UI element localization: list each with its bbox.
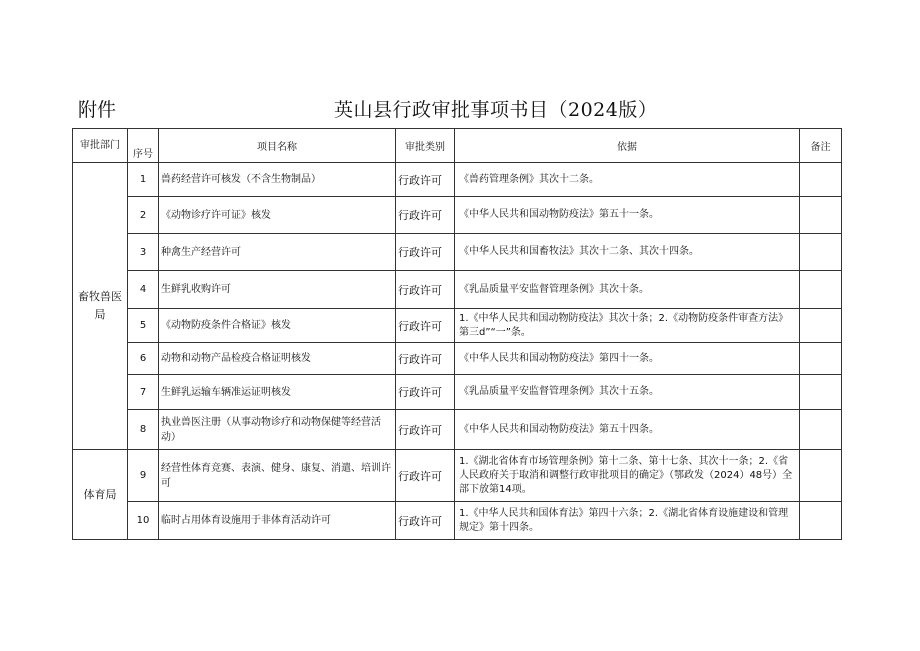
row-basis: 1.《湖北省体育市场管理条例》第十二条、第十七条、其次十一条；2.《省人民政府关于取消和调整行政审批项目的确定》（鄂政发（2024）48号）全部下放第14项。 — [455, 450, 800, 502]
row-no: 4 — [128, 271, 159, 309]
row-note — [800, 197, 842, 234]
row-basis: 1.《中华人民共和国体育法》第四十六条；2.《湖北省体育设施建设和管理规定》第十四条。 — [455, 502, 800, 540]
row-basis: 《兽药管理条例》其次十二条。 — [455, 163, 800, 197]
row-basis: 《乳品质量平安监督管理条例》其次十五条。 — [455, 375, 800, 410]
row-name: 兽药经营许可核发（不含生物制品） — [159, 163, 396, 197]
row-name: 执业兽医注册（从事动物诊疗和动物保健等经营活动） — [159, 410, 396, 450]
row-note — [800, 271, 842, 309]
row-type: 行政许可 — [396, 343, 455, 375]
row-no: 5 — [128, 309, 159, 343]
row-no: 9 — [128, 450, 159, 502]
row-note — [800, 163, 842, 197]
row-type: 行政许可 — [396, 234, 455, 271]
row-name: 《动物诊疗许可证》核发 — [159, 197, 396, 234]
table-row — [73, 450, 842, 502]
row-note — [800, 410, 842, 450]
row-name: 《动物防疫条件合格证》核发 — [159, 309, 396, 343]
header-basis: 依据 — [455, 129, 800, 163]
row-no: 8 — [128, 410, 159, 450]
table-row — [73, 502, 842, 540]
row-note — [800, 375, 842, 410]
row-note — [800, 234, 842, 271]
header-name: 项目名称 — [159, 129, 396, 163]
table-row — [73, 234, 842, 271]
header-type: 审批类别 — [396, 129, 455, 163]
row-name: 经营性体育竞赛、表演、健身、康复、消遣、培训许可 — [159, 450, 396, 502]
row-basis: 《中华人民共和国畜牧法》其次十二条、其次十四条。 — [455, 234, 800, 271]
table-row — [73, 271, 842, 309]
row-note — [800, 343, 842, 375]
table-row — [73, 410, 842, 450]
row-basis: 《中华人民共和国动物防疫法》第四十一条。 — [455, 343, 800, 375]
header-dept: 审批部门 — [73, 129, 128, 163]
header-no: 序号 — [128, 129, 159, 163]
attachment-label: 附件 — [78, 99, 117, 121]
page-title: 英山县行政审批事项书目（2024版） — [334, 99, 658, 121]
row-type: 行政许可 — [396, 450, 455, 502]
row-name: 种禽生产经营许可 — [159, 234, 396, 271]
row-name: 生鲜乳收购许可 — [159, 271, 396, 309]
row-note — [800, 450, 842, 502]
row-no: 6 — [128, 343, 159, 375]
row-no: 10 — [128, 502, 159, 540]
table-row — [73, 375, 842, 410]
table-row — [73, 197, 842, 234]
approval-items-table — [72, 128, 842, 540]
row-note — [800, 309, 842, 343]
row-name: 生鲜乳运输车辆准运证明核发 — [159, 375, 396, 410]
row-type: 行政许可 — [396, 410, 455, 450]
table-header-row — [73, 129, 842, 163]
row-name: 临时占用体育设施用于非体育活动许可 — [159, 502, 396, 540]
row-type: 行政许可 — [396, 271, 455, 309]
row-basis: 1.《中华人民共和国动物防疫法》其次十条；2.《动物防疫条件审查方法》第三d”“一”条。 — [455, 309, 800, 343]
row-type: 行政许可 — [396, 375, 455, 410]
row-no: 7 — [128, 375, 159, 410]
row-basis: 《中华人民共和国动物防疫法》第五十一条。 — [455, 197, 800, 234]
table-row — [73, 163, 842, 197]
row-no: 1 — [128, 163, 159, 197]
row-type: 行政许可 — [396, 309, 455, 343]
dept-cell: 畜牧兽医局 — [73, 163, 128, 450]
row-type: 行政许可 — [396, 163, 455, 197]
row-basis: 《中华人民共和国动物防疫法》第五十四条。 — [455, 410, 800, 450]
row-no: 3 — [128, 234, 159, 271]
header-note: 备注 — [800, 129, 842, 163]
row-note — [800, 502, 842, 540]
row-basis: 《乳品质量平安监督管理条例》其次十条。 — [455, 271, 800, 309]
dept-cell: 体育局 — [73, 450, 128, 540]
row-name: 动物和动物产品检疫合格证明核发 — [159, 343, 396, 375]
row-no: 2 — [128, 197, 159, 234]
row-type: 行政许可 — [396, 502, 455, 540]
table-row — [73, 343, 842, 375]
table-row — [73, 309, 842, 343]
row-type: 行政许可 — [396, 197, 455, 234]
